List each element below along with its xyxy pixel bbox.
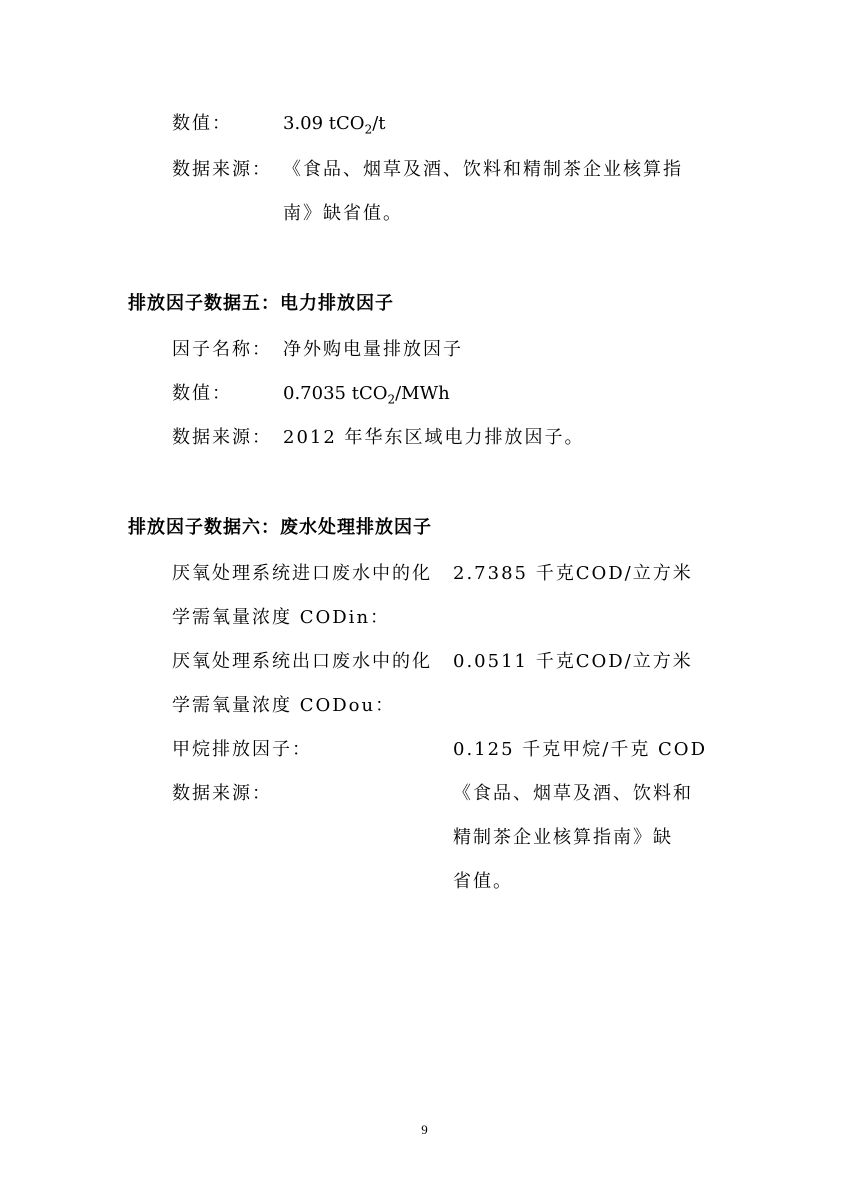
cod-in-value: 2.7385 千克COD/立方米 xyxy=(453,563,693,584)
cod-out-label-line-2: 学需氧量浓度 CODou： xyxy=(172,695,396,716)
value-label: 数值： xyxy=(172,113,232,134)
source-text: 2012 年华东区域电力排放因子。 xyxy=(283,427,585,448)
value-text: 0.7035 tCO$_2$/MWh xyxy=(283,383,450,407)
source-label: 数据来源： xyxy=(172,159,272,180)
page-number: 9 xyxy=(421,1122,428,1137)
cod-in-label-line-1: 厌氧处理系统进口废水中的化 xyxy=(172,563,432,584)
value-text: 3.09 tCO$_2$/t xyxy=(283,113,386,137)
cod-out-label-line-1: 厌氧处理系统出口废水中的化 xyxy=(172,651,432,672)
section-heading-electricity: 排放因子数据五：电力排放因子 xyxy=(128,293,394,314)
source-text-line-2: 精制茶企业核算指南》缺 xyxy=(453,827,673,848)
cod-out-value: 0.0511 千克COD/立方米 xyxy=(453,651,693,672)
source-label: 数据来源： xyxy=(172,427,272,448)
source-text-line-1: 《食品、烟草及酒、饮料和精制茶企业核算指 xyxy=(283,159,683,180)
section-heading-wastewater: 排放因子数据六：废水处理排放因子 xyxy=(128,517,432,538)
factor-name-value: 净外购电量排放因子 xyxy=(283,339,463,360)
source-text-line-1: 《食品、烟草及酒、饮料和 xyxy=(453,783,693,804)
source-text-line-2: 南》缺省值。 xyxy=(283,203,403,224)
source-label: 数据来源： xyxy=(172,783,272,804)
value-label: 数值： xyxy=(172,383,232,404)
methane-factor-label: 甲烷排放因子： xyxy=(172,739,312,760)
source-text-line-3: 省值。 xyxy=(453,871,513,892)
factor-name-label: 因子名称： xyxy=(172,339,272,360)
methane-factor-value: 0.125 千克甲烷/千克 COD xyxy=(453,739,707,760)
cod-in-label-line-2: 学需氧量浓度 CODin： xyxy=(172,607,391,628)
